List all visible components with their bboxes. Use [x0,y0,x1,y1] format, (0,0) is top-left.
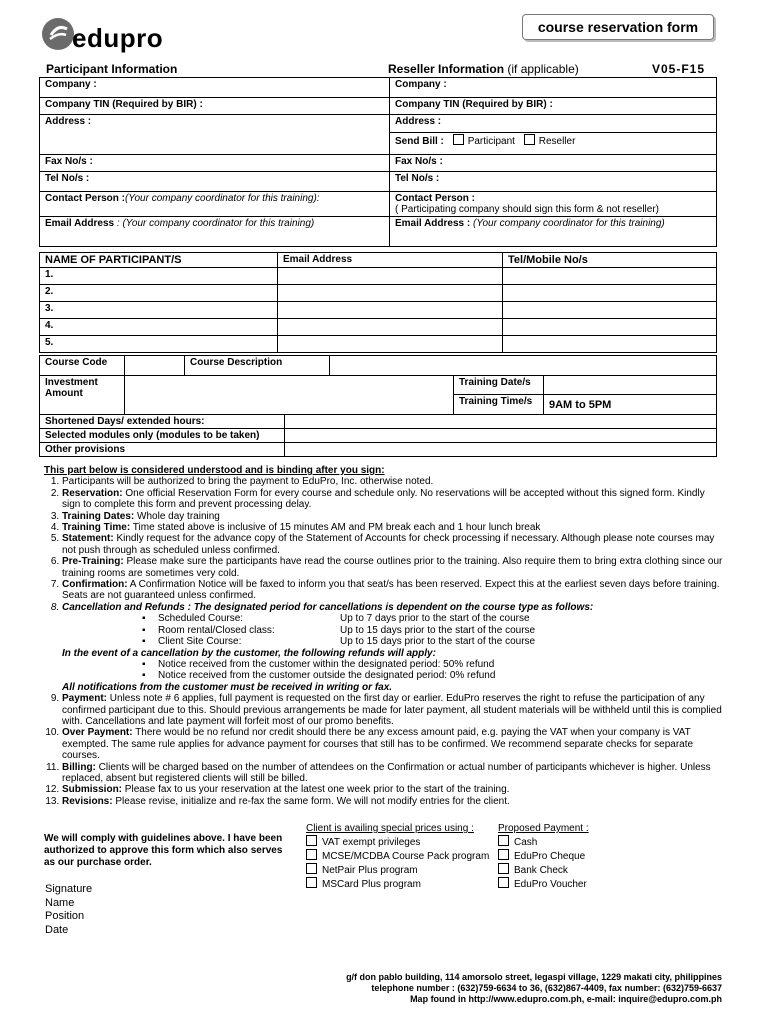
checkbox[interactable] [498,849,509,860]
shortened-days-label: Shortened Days/ extended hours: [40,415,285,429]
checkbox[interactable] [498,835,509,846]
checkbox[interactable] [306,849,317,860]
date-label: Date [45,923,69,936]
participant-tin-field[interactable]: Company TIN (Required by BIR) : [40,98,390,115]
table-row [40,336,717,353]
proposed-payment-group [498,823,589,891]
course-code-label: Course Code [40,356,125,376]
list-item: 1. Participants will be authorized to bring the payment to EduPro, Inc. otherwise noted. [62,476,724,487]
participant-tel-cell[interactable] [503,285,717,302]
reseller-tin-field[interactable]: Company TIN (Required by BIR) : [390,98,717,115]
participant-tel-cell[interactable] [503,336,717,353]
terms-lead: This part below is considered understood and is binding after you sign: [44,465,385,476]
list-item: 11. Billing: Clients will be charged based on the number of attendees on the Confirmation or actual number of participants whichever is higher. Unless replaced, absent but registered clients will still be billed. [62,762,724,785]
terms-section [44,465,724,807]
participant-contact-field[interactable]: Contact Person :(Your company coordinator for this training): [40,192,390,217]
checkbox-option[interactable]: Cash [498,835,589,849]
table-row [40,302,717,319]
course-description-field[interactable] [330,356,717,376]
list-item: 3. Training Dates: Whole day training [62,511,724,522]
participant-name-cell[interactable]: 5. [40,336,278,353]
terms-list [44,476,724,807]
participant-info-heading: Participant Information [46,62,178,76]
proposed-payment-title: Proposed Payment : [498,823,589,834]
header-tel: Tel/Mobile No/s [503,253,717,268]
participant-tel-field[interactable]: Tel No/s : [40,172,390,192]
training-dates-field[interactable] [544,376,717,395]
info-grid [39,77,717,247]
name-label: Name [45,896,75,909]
position-label: Position [45,910,85,922]
participant-tel-cell[interactable] [503,268,717,285]
footer-phone: telephone number : (632)759-6634 to 36, (632)867-4409, fax number: (632)759-6637 [371,983,722,993]
participants-table [39,252,717,353]
checkbox-option[interactable]: EduPro Voucher [498,877,589,891]
checkbox-option[interactable]: MCSE/MCDBA Course Pack program [306,849,489,863]
reseller-address-field[interactable]: Address : [390,115,717,133]
form-version: V05-F15 [652,62,706,76]
reseller-tel-field[interactable]: Tel No/s : [390,172,717,192]
refund-lead: In the event of a cancellation by the customer, the following refunds will apply: [62,647,436,659]
list-item: 4. Training Time: Time stated above is inclusive of 15 minutes AM and PM break each and 1 hour lunch break [62,522,724,533]
training-time-field[interactable]: 9AM to 5PM [544,395,717,415]
send-bill-participant-checkbox[interactable] [453,134,464,145]
participant-name-cell[interactable]: 3. [40,302,278,319]
signature-block [45,883,92,937]
table-row [40,285,717,302]
table-row [40,268,717,285]
checkbox-option[interactable]: MSCard Plus program [306,877,489,891]
footer-address: g/f don pablo building, 114 amorsolo street, legaspi village, 1229 makati city, philippines [346,972,722,982]
refund-row: ▪ Notice received from the customer outside the designated period: 0% refund [142,670,496,682]
footer [346,972,722,1005]
table-row [40,319,717,336]
course-description-label: Course Description [185,356,330,376]
list-item: 10. Over Payment: There would be no refund nor credit should there be any excess amount paid, e.g. paying the VAT when your company is VAT exempted. The same rule applies for advance payment for courses that still has to be confirmed. We recommend separate checks for separate courses. [62,727,724,761]
shortened-days-field[interactable] [285,415,717,429]
investment-label: Investment Amount [40,376,125,415]
list-item: 13. Revisions: Please revise, initialize and re-fax the same form. We will not modify entries for the client. [62,796,724,807]
reseller-fax-field[interactable]: Fax No/s : [390,155,717,172]
participant-email-cell[interactable] [278,336,503,353]
participant-fax-field[interactable]: Fax No/s : [40,155,390,172]
list-item: 6. Pre-Training: Please make sure the participants have read the course outlines prior to the training. Also require them to bring extra clothing since our training rooms are sometimes very cold. [62,556,724,579]
participant-email-cell[interactable] [278,268,503,285]
send-bill-reseller-checkbox[interactable] [524,134,535,145]
signature-label: Signature [45,883,93,895]
participant-tel-cell[interactable] [503,302,717,319]
checkbox[interactable] [498,863,509,874]
footer-map: Map found in http://www.edupro.com.ph, e-mail: inquire@edupro.com.ph [410,994,722,1004]
cancel-row: ▪ Scheduled Course: Up to 7 days prior to the start of the course [142,613,530,625]
selected-modules-field[interactable] [285,429,717,443]
form-title: course reservation form [522,14,714,40]
participant-company-field[interactable]: Company : [40,78,390,98]
refund-row: ▪ Notice received from the customer within the designated period: 50% refund [142,658,495,670]
list-item: 9. Payment: Unless note # 6 applies, full payment is requested on the first day or earlier. EduPro reserves the right to refuse the participation of any confirmed participant due to this. Should previous arrangements be made for later payment, all student materials will be withheld until this is complied with. Cancellations and late payment will forfeit most of our promo benefits. [62,693,724,727]
checkbox-option[interactable]: VAT exempt privileges [306,835,489,849]
participant-tel-cell[interactable] [503,319,717,336]
participant-address-field[interactable]: Address : [40,115,390,155]
participant-name-cell[interactable]: 4. [40,319,278,336]
checkbox[interactable] [306,877,317,888]
participant-email-cell[interactable] [278,285,503,302]
special-prices-group [306,823,489,891]
compliance-statement: We will comply with guidelines above. I have been authorized to approve this form which also serves as our purchase order. [44,833,283,868]
course-table [39,355,717,457]
checkbox[interactable] [306,863,317,874]
selected-modules-label: Selected modules only (modules to be taken) [40,429,285,443]
participant-email-field[interactable]: Email Address : (Your company coordinator for this training) [40,217,390,247]
checkbox-option[interactable]: Bank Check [498,863,589,877]
special-prices-title: Client is availing special prices using : [306,823,474,834]
notification-note: All notifications from the customer must be received in writing or fax. [62,681,393,693]
header-name: NAME OF PARTICIPANT/S [40,253,278,268]
training-dates-label: Training Date/s [454,376,544,395]
cancel-row: ▪ Client Site Course: Up to 15 days prior to the start of the course [142,636,536,648]
checkbox[interactable] [306,835,317,846]
checkbox[interactable] [498,877,509,888]
other-provisions-label: Other provisions [40,443,285,457]
list-item: 5. Statement: Kindly request for the advance copy of the Statement of Accounts for check processing if necessary. Although please note courses may not push through as scheduled unless confirmed. [62,533,724,556]
participant-name-cell[interactable]: 2. [40,285,278,302]
participant-email-cell[interactable] [278,302,503,319]
participant-email-cell[interactable] [278,319,503,336]
course-code-field[interactable] [125,356,185,376]
header-email: Email Address [278,253,503,268]
checkbox-option[interactable]: NetPair Plus program [306,863,489,877]
list-item: 2. Reservation: One official Reservation Form for every course and schedule only. No reservations will be accepted without this signed form. Kindly sign to complete this form and prevent processing delay. [62,488,724,511]
send-bill-field: Send Bill : Participant Reseller [390,133,717,155]
globe-icon [42,18,74,50]
participant-name-cell[interactable]: 1. [40,268,278,285]
list-item: 8. Cancellation and Refunds : The designated period for cancellations is dependent on the course type as follows: ▪ Scheduled Course: Up to 7 days prior to the start of the course ▪ Room rental/Closed class: Up to 15 days prior to the start of the course ▪ Client Site Course: Up to 15 days prior to the start of the course In the event of a cancellation by the customer, the following refunds will apply: ▪ Notice received from the customer within the designated period: 50% refund ▪ Notice received from the customer outside the designated period: 0% refund All notifications from the customer must be received in writing or fax. [62,602,724,693]
cancel-row: ▪ Room rental/Closed class: Up to 15 days prior to the start of the course [142,624,536,636]
reseller-company-field[interactable]: Company : [390,78,717,98]
list-item: 7. Confirmation: A Confirmation Notice will be faxed to inform you that seat/s has been reserved. Expect this at the earliest seven days before training. Seats are not guaranteed unless confirmed. [62,579,724,602]
brand-name: edupro [72,23,164,53]
reseller-contact-field[interactable]: Contact Person : ( Participating company should sign this form & not reseller) [390,192,717,217]
checkbox-option[interactable]: EduPro Cheque [498,849,589,863]
reseller-info-heading: Reseller Information (if applicable) [388,62,579,76]
reseller-email-field[interactable]: Email Address : (Your company coordinator for this training) [390,217,717,247]
investment-field[interactable] [125,376,454,415]
training-time-label: Training Time/s [454,395,544,415]
list-item: 12. Submission: Please fax to us your reservation at the latest one week prior to the start of the training. [62,784,724,795]
other-provisions-field[interactable] [285,443,717,457]
